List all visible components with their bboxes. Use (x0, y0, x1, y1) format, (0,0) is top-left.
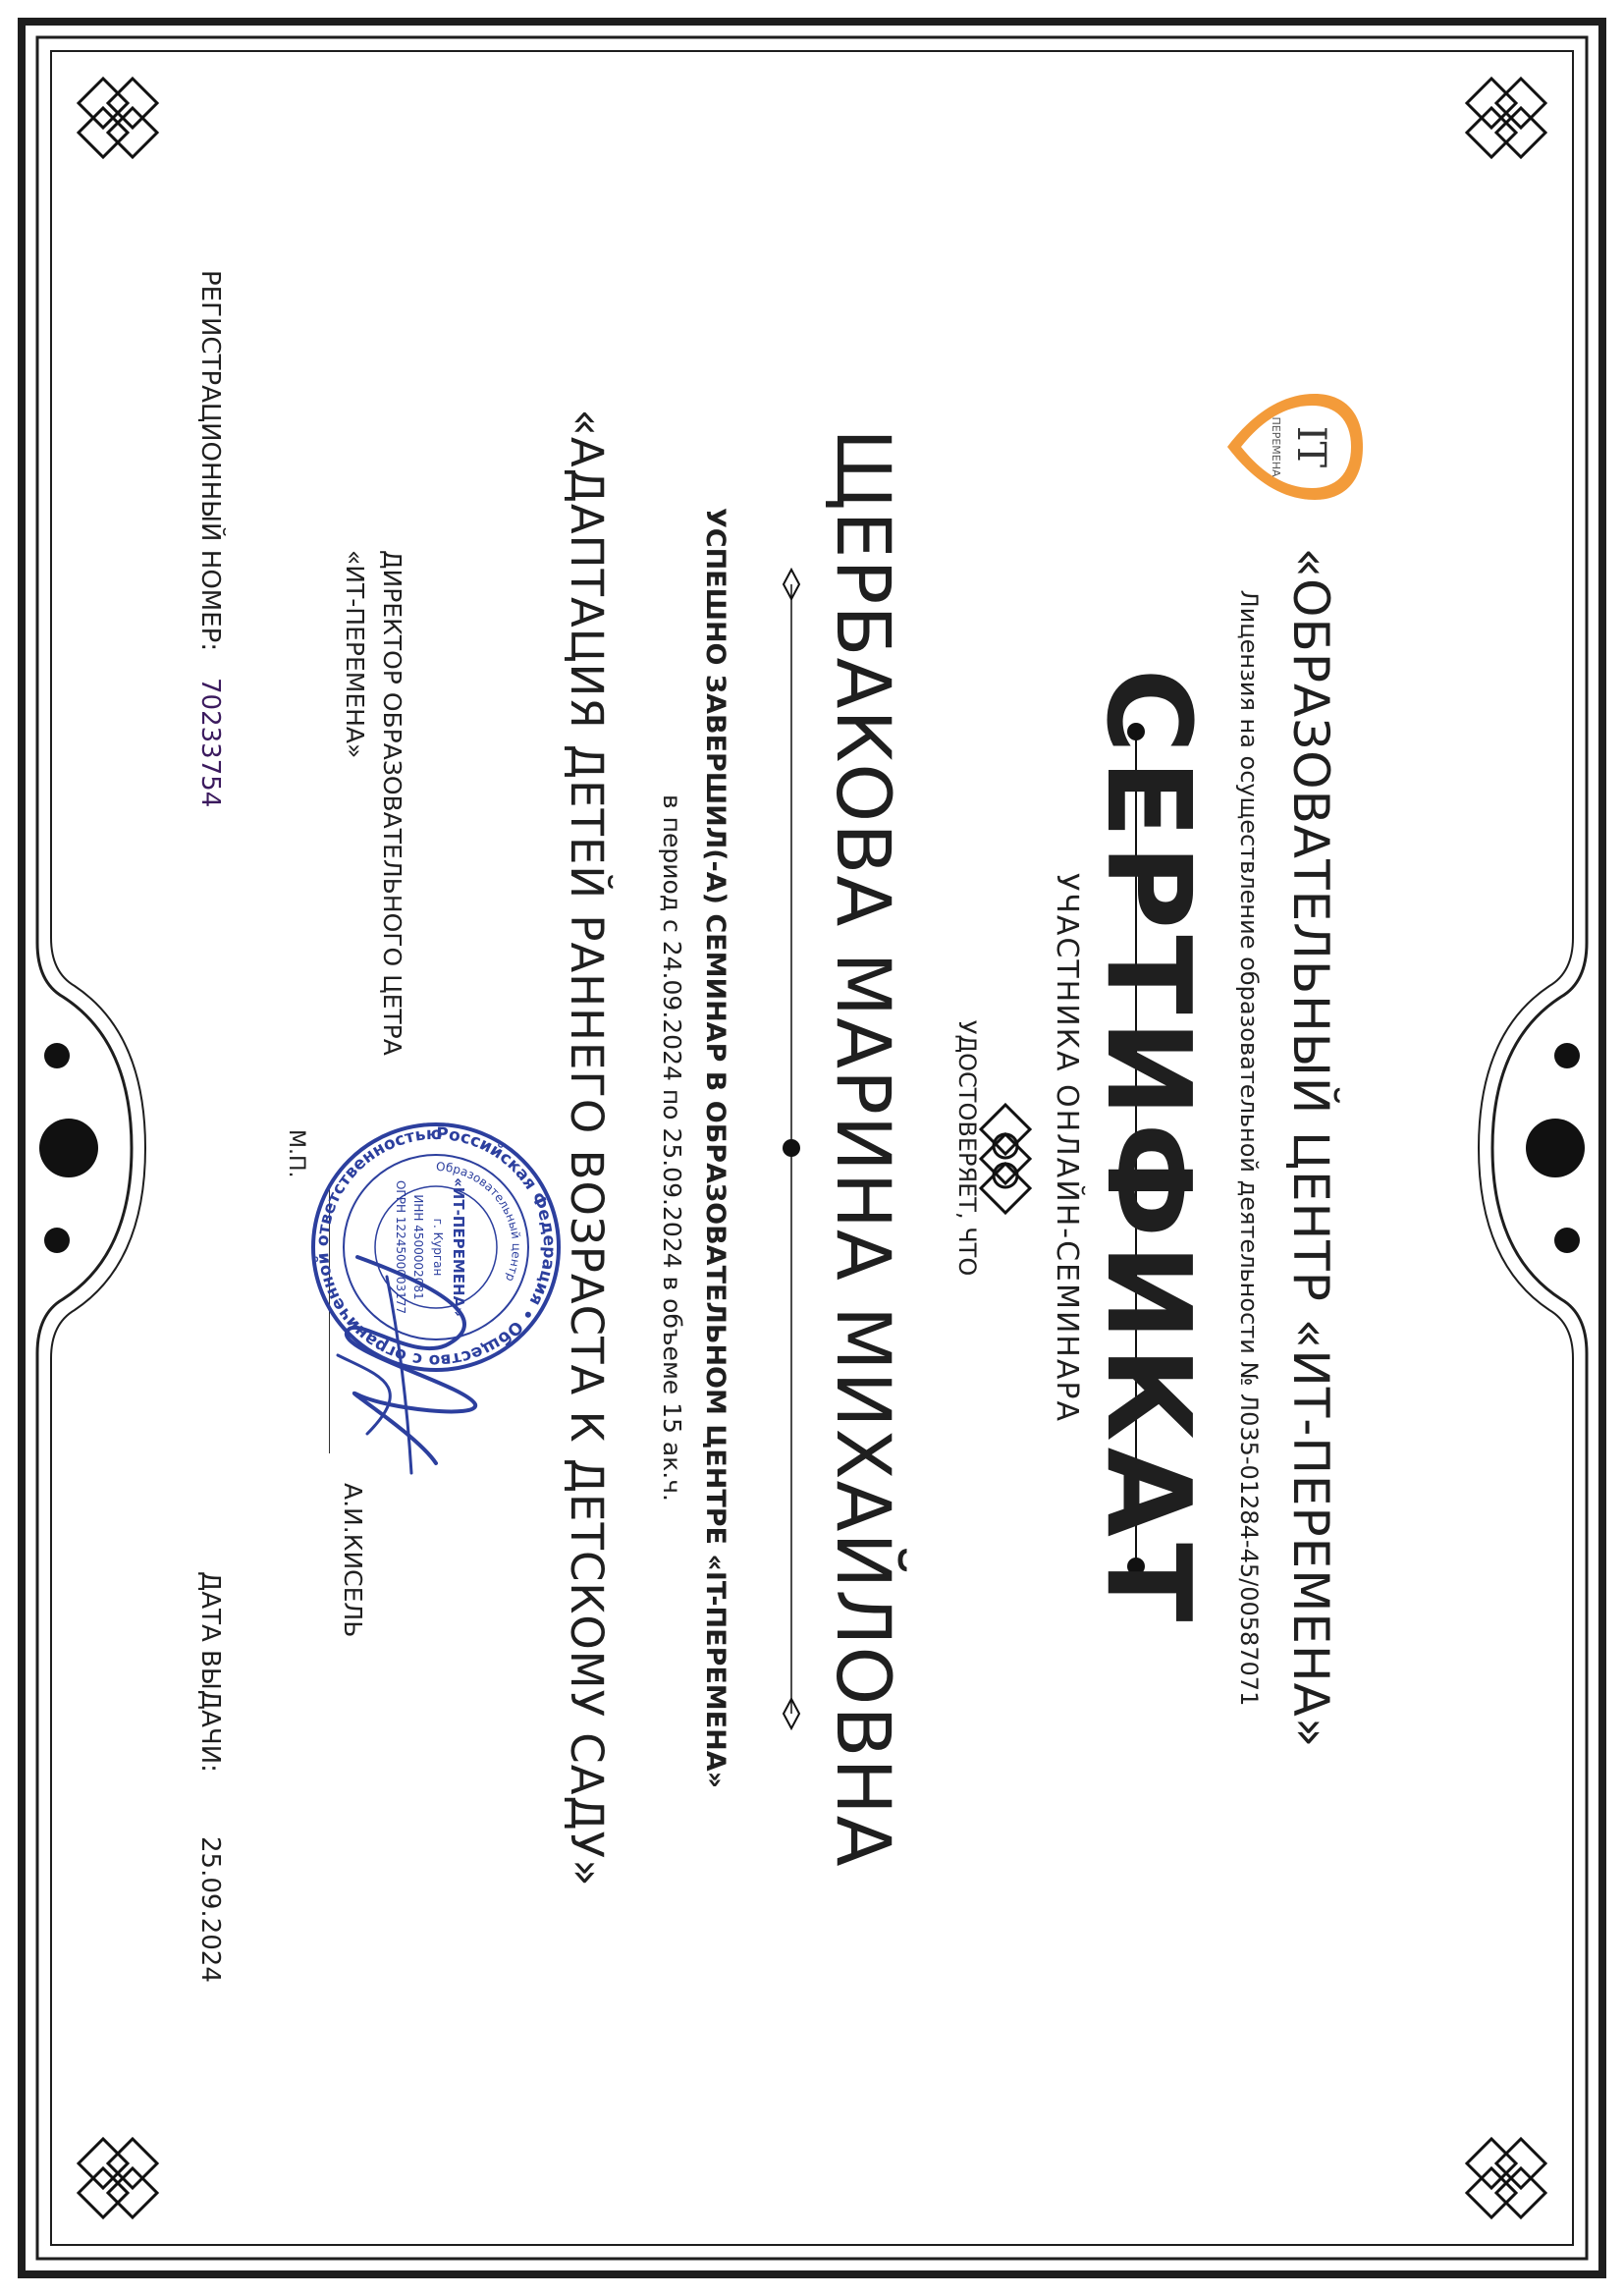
svg-text:Образовательный центр: Образовательный центр (435, 1159, 524, 1285)
svg-text:ИНН 4500002081: ИНН 4500002081 (411, 1194, 425, 1300)
completion-text: УСПЕШНО ЗАВЕРШИЛ(-А) СЕМИНАР В ОБРАЗОВАТЕЛЬНОМ ЦЕНТРЕ «IT-ПЕРЕМЕНА» (700, 507, 731, 1789)
director-signature (318, 1237, 505, 1493)
svg-text:«ИТ-ПЕРЕМЕНА»: «ИТ-ПЕРЕМЕНА» (450, 1177, 467, 1317)
registration-number: 70233754 (195, 678, 225, 808)
person-name: ЩЕРБАКОВА МАРИНА МИХАЙЛОВНА (820, 428, 907, 1868)
stamp-place-label: М.П. (284, 1129, 308, 1178)
svg-text:IT: IT (1288, 425, 1333, 468)
issue-date-label: ДАТА ВЫДАЧИ: (195, 1571, 225, 1773)
certificate-title: СЕРТИФИКАТ (1081, 668, 1217, 1628)
svg-text:ОГРН 1224500003177: ОГРН 1224500003177 (394, 1179, 407, 1315)
svg-text:Российская Федерация • Обществ: Российская Федерация • Общество с ограниченной ответственностью (312, 1123, 560, 1371)
director-org: «ИТ-ПЕРЕМЕНА» (341, 550, 369, 759)
certificate-subtitle: УЧАСТНИКА ОНЛАЙН-СЕМИНАРА (1050, 873, 1084, 1423)
issue-date: 25.09.2024 (195, 1836, 225, 1983)
certifies-text: УДОСТОВЕРЯЕТ, ЧТО (953, 1019, 981, 1277)
organization-name: «ОБРАЗОВАТЕЛЬНЫЙ ЦЕНТР «ИТ-ПЕРЕМЕНА» (1282, 547, 1339, 1749)
svg-text:г. Курган: г. Курган (431, 1218, 445, 1277)
svg-text:ПЕРЕМЕНА: ПЕРЕМЕНА (1270, 416, 1282, 477)
director-name: А.И.КИСЕЛЬ (339, 1483, 367, 1638)
period-text: в период с 24.09.2024 по 25.09.2024 в объеме 15 ак.ч. (658, 794, 686, 1502)
director-title: ДИРЕКТОР ОБРАЗОВАТЕЛЬНОГО ЦЕТРА (378, 550, 406, 1056)
course-title: «АДАПТАЦИЯ ДЕТЕЙ РАННЕГО ВОЗРАСТА К ДЕТСКОМУ САДУ» (561, 409, 613, 1887)
license-text: Лицензия на осуществление образовательной деятельности № Л035-01284-45/00587071 (1235, 589, 1263, 1707)
registration-label: РЕГИСТРАЦИОННЫЙ НОМЕР: (195, 270, 225, 652)
